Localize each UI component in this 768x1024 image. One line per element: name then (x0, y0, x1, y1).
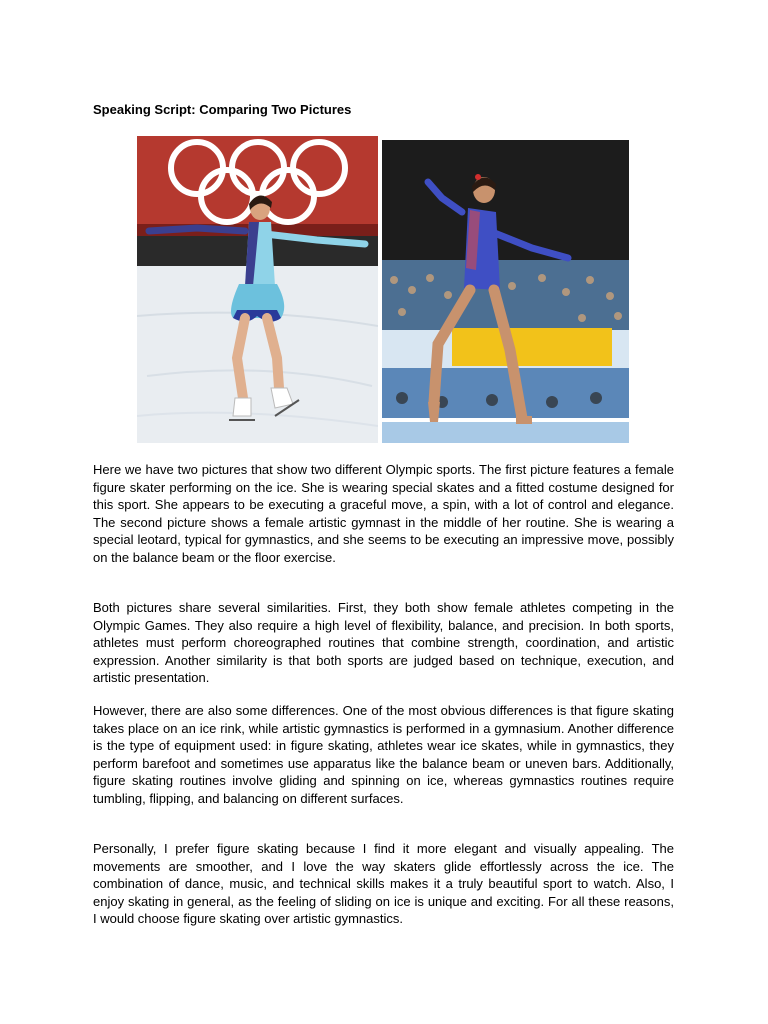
artistic-gymnast-photo (382, 140, 629, 443)
paragraph-similarities: Both pictures share several similarities. First, they both show female athletes competing in the Olympic Games. They also require a high level of flexibility, balance, and precision. In both sports, athletes must perform choreographed routines that combine strength, coordination, and artistic expression. Another similarity is that both sports are judged based on technique, execution, and artistic presentation. (93, 600, 674, 686)
paragraph-differences: However, there are also some differences. One of the most obvious differences is that figure skating takes place on an ice rink, while artistic gymnastics is performed in a gymnasium. Another difference is the type of equipment used: in figure skating, athletes wear ice skates, while in gymnastics, they perform barefoot and sometimes use apparatus like the balance beam or uneven bars. Additionally, figure skating routines involve gliding and spinning on ice, whereas gymnastics routines require tumbling, flipping, and balancing on different surfaces. (93, 703, 674, 806)
sponsor-board (452, 328, 612, 366)
page-title: Speaking Script: Comparing Two Pictures (93, 102, 352, 117)
arena-background (382, 140, 629, 280)
artistic-gymnast-illustration (382, 140, 629, 443)
paragraph-personal-preference: Personally, I prefer figure skating because I find it more elegant and visually appealing. The movements are smoother, and I love the way skaters glide effortlessly across the ice. The combination of dance, music, and technical skills makes it a truly beautiful sport to watch. Also, I enjoy skating in general, as the feeling of sliding on ice is unique and exciting. For all these reasons, I would choose figure skating over artistic gymnastics. (93, 841, 674, 927)
lower-stands (382, 368, 629, 418)
figure-skater-photo (137, 136, 378, 443)
gym-floor (382, 422, 629, 443)
paragraph-picture-descriptions: Here we have two pictures that show two different Olympic sports. The first picture features a female figure skater performing on the ice. She is wearing special skates and a fitted costume designed for this sport. She appears to be executing a graceful move, a spin, with a lot of control and elegance. The second picture shows a female artistic gymnast in the middle of her routine. She is wearing a special leotard, typical for gymnastics, and she seems to be executing an impressive move, possibly on the balance beam or the floor exercise. (93, 462, 674, 565)
figure-skater-illustration (137, 136, 378, 443)
